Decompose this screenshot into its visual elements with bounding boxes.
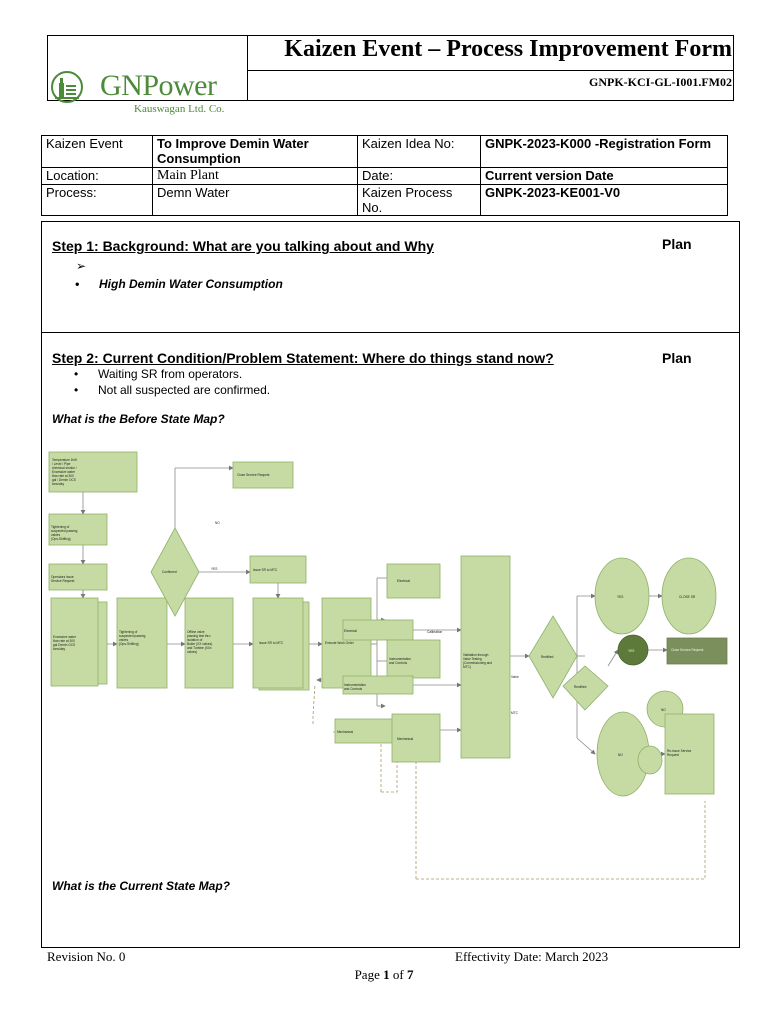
flow-edge-label-no: NO bbox=[215, 521, 220, 525]
step2-plan-tag: Plan bbox=[662, 350, 692, 366]
flow-label-electrical: Electrical bbox=[397, 579, 410, 583]
flow-label-tightening-big: Tightening of suspected passing valves (Ops-Shifting) bbox=[119, 630, 146, 646]
flow-label-close-sr-top: Close Service Request bbox=[237, 473, 270, 477]
before-state-flowchart bbox=[47, 448, 737, 880]
flow-edge-label-instrumentation: Instrumentation and Controls bbox=[344, 683, 366, 691]
flow-label-mechanical: Mechanical bbox=[397, 737, 414, 741]
step1-bullet: • High Demin Water Consumption bbox=[75, 277, 283, 291]
flow-label-yes-top: YES bbox=[617, 595, 624, 599]
flow-edge-label-yes: YES bbox=[211, 567, 218, 571]
process-label: Process: bbox=[42, 185, 153, 216]
flow-label-tightening-small: Tightening of suspected passing valves (Ops-Shifting) bbox=[51, 525, 78, 541]
flow-label-confirmed: Confirmed bbox=[162, 570, 177, 574]
kaizen-info-table bbox=[41, 135, 728, 216]
bullet-dot-icon: • bbox=[74, 367, 79, 381]
step1-heading: Step 1: Background: What are you talking about and Why bbox=[52, 238, 434, 254]
flow-label-operators-issue-sr: Operators Issue Service Request bbox=[51, 575, 75, 583]
step2-bullet: • Waiting SR from operators. bbox=[74, 367, 243, 381]
kaizen-idea-label: Kaizen Idea No: bbox=[358, 136, 481, 168]
date-value: Current version Date bbox=[481, 168, 728, 185]
flow-label-no-big: NO bbox=[618, 753, 623, 757]
kaizen-event-label: Kaizen Event bbox=[42, 136, 153, 168]
flow-label-reissue-sr: Re-Issue Service Request bbox=[667, 749, 692, 757]
current-state-map-question: What is the Current State Map? bbox=[52, 879, 231, 893]
form-code: GNPK-KCI-GL-I001.FM02 bbox=[589, 75, 732, 89]
gnpower-logo-icon bbox=[50, 70, 84, 104]
flow-label-initial-notes: Temperature Drift / Level / Pipe chemical smoke / Excessive water flow rate at 300 gal / Demin OCS tons/day bbox=[52, 458, 77, 486]
footer-effectivity-date: Effectivity Date: March 2023 bbox=[455, 949, 609, 964]
kaizen-process-value: GNPK-2023-KE001-V0 bbox=[481, 185, 728, 216]
step2-heading: Step 2: Current Condition/Problem Statement: Where do things stand now? bbox=[52, 350, 554, 366]
process-value: Demn Water bbox=[153, 185, 358, 216]
arrow-bullet-icon: ➢ bbox=[76, 259, 87, 273]
step1-plan-tag: Plan bbox=[662, 236, 692, 252]
flow-edge-label-calibration: Calibration bbox=[427, 630, 443, 634]
flow-edge-label-valve: Valve bbox=[511, 675, 519, 679]
footer-revision: Revision No. 0 bbox=[47, 949, 126, 964]
date-label: Date: bbox=[358, 168, 481, 185]
flow-label-issue-sr-mtc: Issue SR to MTC bbox=[259, 641, 284, 645]
flow-no-small-ellipse bbox=[638, 746, 662, 774]
logo-subtitle: Kauswagan Ltd. Co. bbox=[134, 103, 225, 115]
kaizen-process-label: Kaizen Process No. bbox=[358, 185, 481, 216]
before-state-map-question: What is the Before State Map? bbox=[52, 412, 225, 426]
step2-bullet: • Not all suspected are confirmed. bbox=[74, 383, 271, 397]
flow-electrical-box bbox=[387, 564, 440, 598]
location-value: Main Plant bbox=[153, 168, 358, 185]
flow-label-execute-wo: Execute Work Order bbox=[325, 641, 354, 645]
footer-page-number: Page 1 of 7 bbox=[354, 967, 414, 982]
flow-label-excessive-flow: Excessive water flow rate at 300 gal Demin OCS tons/day bbox=[53, 635, 77, 651]
location-label: Location: bbox=[42, 168, 153, 185]
section-divider bbox=[41, 332, 740, 333]
logo-wordmark: GNPower bbox=[100, 69, 217, 102]
flow-label-issue-sr-top: Issue SR to MTC bbox=[253, 568, 278, 572]
flow-label-instrumentation: Instrumentation and Controls bbox=[389, 657, 411, 665]
header-divider-horizontal bbox=[247, 70, 734, 71]
flow-label-rectified-small: Rectified bbox=[574, 685, 587, 689]
form-title: Kaizen Event – Process Improvement Form bbox=[284, 36, 732, 62]
flow-label-offline-passing: Offline valve passing test thru isolation of Boiler (XX valves) and Turbine (XXx valves) bbox=[187, 630, 213, 654]
flow-label-close-sr-right: CLOSE SR bbox=[679, 595, 696, 599]
flow-label-rectified: Rectified bbox=[541, 655, 554, 659]
flow-edge-label-electrical: Electrical bbox=[344, 629, 357, 633]
flow-edge-label-mtc: MTC bbox=[511, 711, 518, 715]
bullet-dot-icon: • bbox=[74, 383, 79, 397]
flow-label-validation: Validation through Valve Testing (Commissioning and MTC) bbox=[463, 653, 493, 669]
flow-label-yes-dark: YES bbox=[628, 649, 635, 653]
kaizen-idea-value: GNPK-2023-K000 -Registration Form bbox=[481, 136, 728, 168]
flow-edge-label-mechanical: Mechanical bbox=[337, 730, 354, 734]
flow-label-close-sr-dark: Close Service Request bbox=[671, 648, 704, 652]
flow-label-no-small: NO bbox=[661, 708, 666, 712]
kaizen-event-value: To Improve Demin Water Consumption bbox=[153, 136, 358, 168]
bullet-dot-icon: • bbox=[75, 277, 80, 291]
